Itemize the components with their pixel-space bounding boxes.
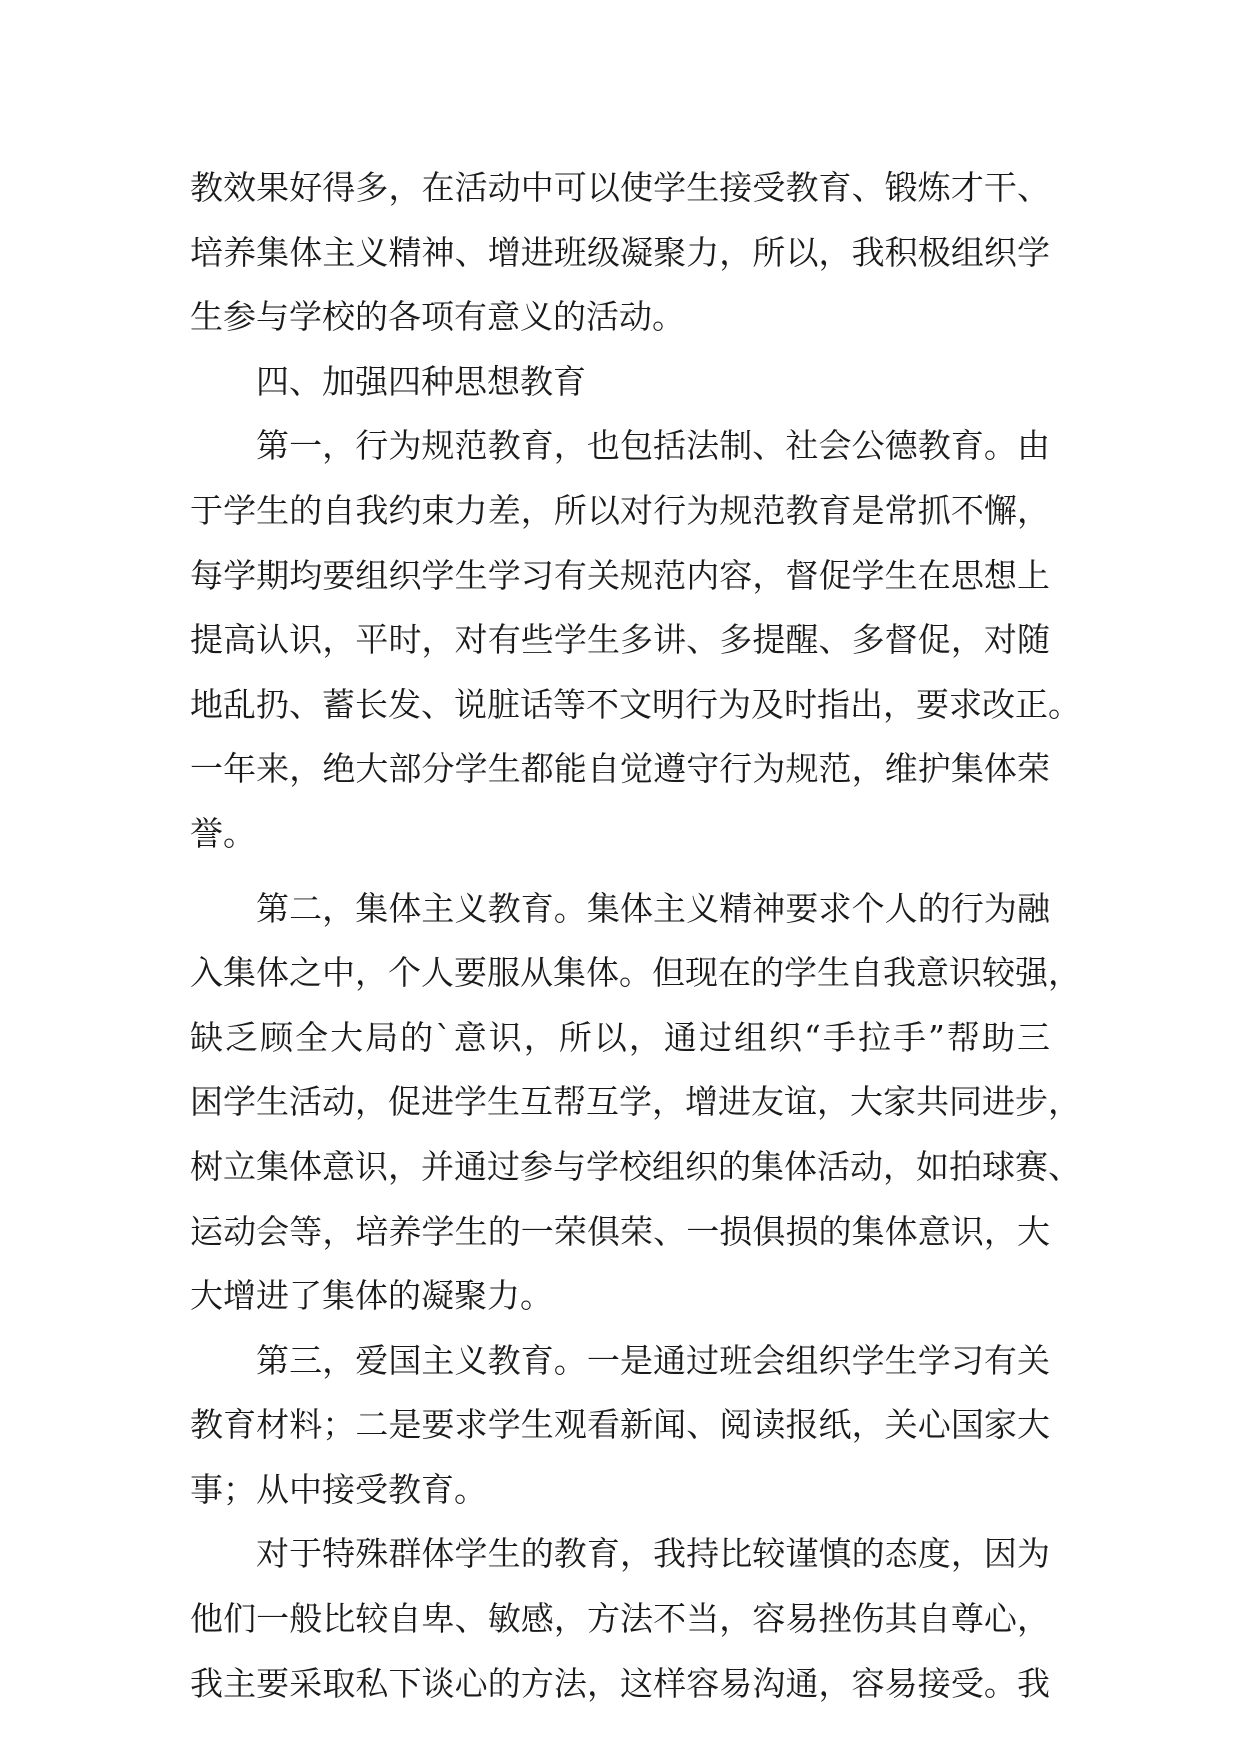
text-line: 困学生活动，促进学生互帮互学，增进友谊，大家共同进步， [190,1082,1081,1122]
text-line: 教效果好得多，在活动中可以使学生接受教育、锻炼才干、 [190,168,1050,207]
text-line: 第一，行为规范教育，也包括法制、社会公德教育。由 [256,426,1050,466]
text-line: 教育材料；二是要求学生观看新闻、阅读报纸，关心国家大 [190,1405,1050,1445]
text-line: 每学期均要组织学生学习有关规范内容，督促学生在思想上 [190,555,1050,595]
text-line: 于学生的自我约束力差，所以对行为规范教育是常抓不懈， [190,490,1050,530]
text-line: 缺乏顾全大局的`意识，所以，通过组织“手拉手”帮助三 [190,1017,1050,1057]
text-line: 事；从中接受教育。 [190,1469,487,1509]
document-body [190,156,1081,1716]
text-line: 我主要采取私下谈心的方法，这样容易沟通，容易接受。我 [190,1663,1050,1703]
text-line: 对于特殊群体学生的教育，我持比较谨慎的态度，因为 [256,1534,1050,1574]
text-line: 入集体之中，个人要服从集体。但现在的学生自我意识较强， [190,953,1081,993]
text-line: 运动会等，培养学生的一荣俱荣、一损俱损的集体意识，大 [190,1211,1050,1251]
paragraph [190,1522,1050,1716]
paragraph [190,156,1050,350]
text-line: 提高认识，平时，对有些学生多讲、多提醒、多督促，对随 [190,620,1050,660]
text-line: 他们一般比较自卑、敏感，方法不当，容易挫伤其自尊心， [190,1599,1050,1639]
text-line: 地乱扔、蓄长发、说脏话等不文明行为及时指出，要求改正。 [190,684,1081,724]
text-line: 生参与学校的各项有意义的活动。 [190,297,685,337]
paragraph [190,877,1081,1329]
text-line: 第三，爱国主义教育。一是通过班会组织学生学习有关 [256,1340,1050,1380]
text-line: 培养集体主义精神、增进班级凝聚力，所以，我积极组织学 [190,232,1050,272]
section-heading [190,350,1050,415]
paragraph [190,1329,1050,1523]
text-line: 大增进了集体的凝聚力。 [190,1276,553,1316]
text-line: 誉。 [190,813,256,853]
heading-line: 四、加强四种思想教育 [256,361,586,401]
text-line: 树立集体意识，并通过参与学校组织的集体活动，如拍球赛、 [190,1146,1081,1186]
paragraph-gap [190,867,1050,877]
paragraph [190,414,1081,866]
text-line: 第二，集体主义教育。集体主义精神要求个人的行为融 [256,888,1050,928]
text-line: 一年来，绝大部分学生都能自觉遵守行为规范，维护集体荣 [190,749,1050,789]
